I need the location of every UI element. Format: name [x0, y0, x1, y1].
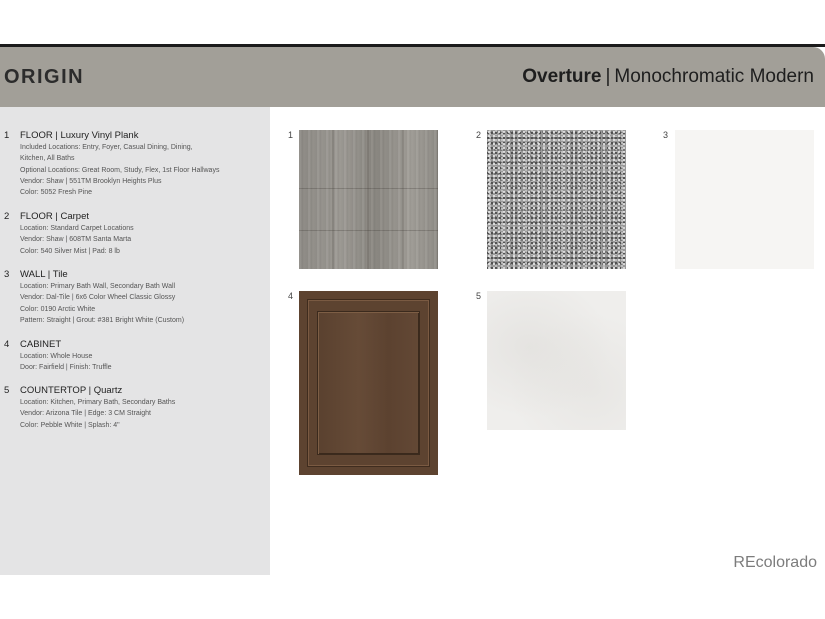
- spec-detail: Location: Standard Carpet Locations: [20, 225, 134, 232]
- spec-title: FLOOR | Carpet: [20, 211, 89, 222]
- collection-name: Overture: [522, 66, 602, 87]
- swatch-number: 1: [288, 130, 294, 140]
- spec-detail: Pattern: Straight | Grout: #381 Bright White (Custom): [20, 316, 185, 324]
- spec-heading: [4, 339, 266, 351]
- spec-detail: Vendor: Arizona Tile | Edge: 3 CM Straight: [20, 410, 152, 418]
- spec-detail: Door: Fairfield | Finish: Truffle: [20, 364, 112, 372]
- brand-logo-text: ORIGIN: [4, 66, 85, 88]
- page-top-strip: [0, 0, 825, 44]
- swatch-number: 5: [476, 291, 482, 301]
- spec-item-floor-lvp: [4, 130, 266, 198]
- spec-item-countertop: [4, 385, 266, 431]
- spec-detail: Included Locations: Entry, Foyer, Casual Dining, Dining,: [20, 144, 193, 151]
- recolorado-watermark: REcolorado: [733, 554, 817, 571]
- collection-title: [522, 66, 814, 88]
- spec-item-floor-carpet: [4, 211, 266, 257]
- spec-detail: Optional Locations: Great Room, Study, Flex, 1st Floor Hallways: [20, 166, 220, 174]
- swatch-wall-tile: [675, 130, 814, 269]
- spec-detail: Vendor: Shaw | 551TM Brooklyn Heights Plus: [20, 177, 162, 185]
- swatch-cabinet: [299, 291, 438, 475]
- spec-item-cabinet: [4, 339, 266, 374]
- spec-detail: Color: 0190 Arctic White: [20, 305, 96, 313]
- spec-detail: Vendor: Shaw | 608TM Santa Marta: [20, 236, 132, 244]
- spec-title: FLOOR | Luxury Vinyl Plank: [20, 130, 139, 141]
- swatch-carpet: [487, 130, 626, 269]
- spec-detail: Color: 5052 Fresh Pine: [20, 189, 92, 197]
- spec-detail: Location: Kitchen, Primary Bath, Secondary Baths: [20, 399, 176, 406]
- swatch-number: 3: [663, 130, 669, 140]
- spec-heading: [4, 269, 266, 281]
- spec-detail: Color: 540 Silver Mist | Pad: 8 lb: [20, 247, 120, 255]
- spec-number: 3: [4, 269, 10, 280]
- spec-title: CABINET: [20, 339, 62, 350]
- swatch-number: 2: [476, 130, 482, 140]
- cabinet-door-panel: [317, 311, 420, 455]
- spec-item-wall-tile: [4, 269, 266, 326]
- spec-detail: Color: Pebble White | Splash: 4": [20, 421, 120, 429]
- collection-style: Monochromatic Modern: [614, 66, 814, 87]
- swatch-number: 4: [288, 291, 294, 301]
- spec-number: 1: [4, 130, 10, 141]
- swatch-luxury-vinyl-plank: [299, 130, 438, 269]
- spec-heading: [4, 211, 266, 223]
- spec-number: 2: [4, 211, 10, 222]
- spec-number: 4: [4, 339, 10, 350]
- spec-number: 5: [4, 385, 10, 396]
- spec-detail: Location: Whole House: [20, 353, 93, 360]
- spec-title: WALL | Tile: [20, 269, 68, 280]
- collection-separator: |: [605, 66, 611, 87]
- spec-heading: [4, 130, 266, 142]
- spec-heading: [4, 385, 266, 397]
- spec-detail: Vendor: Dal-Tile | 6x6 Color Wheel Classic Glossy: [20, 294, 176, 302]
- spec-title: COUNTERTOP | Quartz: [20, 385, 123, 396]
- spec-detail: Kitchen, All Baths: [20, 155, 75, 163]
- swatch-quartz-countertop: [487, 291, 626, 430]
- spec-detail: Location: Primary Bath Wall, Secondary Bath Wall: [20, 283, 176, 290]
